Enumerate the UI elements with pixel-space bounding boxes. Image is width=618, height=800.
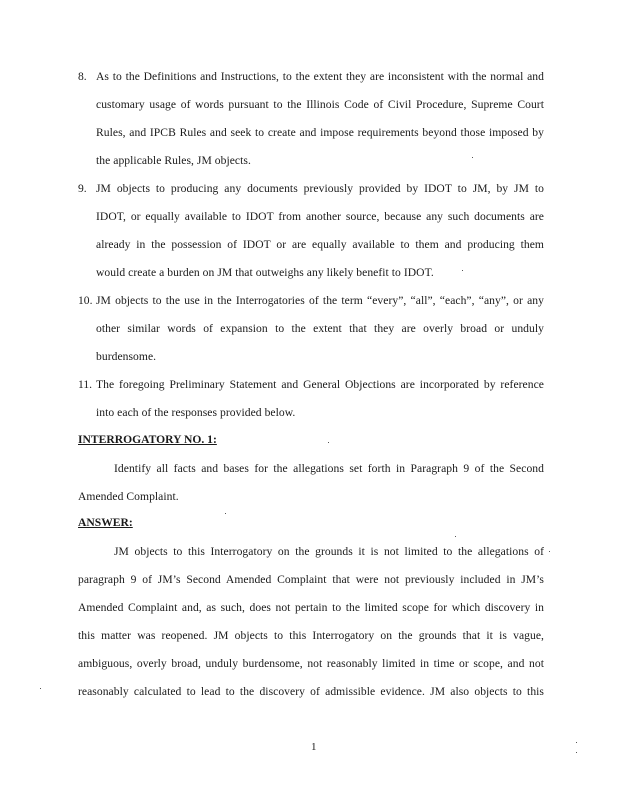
- scan-speck: [225, 513, 226, 514]
- scan-speck: [576, 742, 577, 743]
- scan-speck: [455, 536, 456, 537]
- objection-11-number: 11.: [78, 378, 93, 391]
- objection-9-line-2: IDOT, or equally available to IDOT from another source, because any such documents are: [96, 210, 544, 223]
- interrogatory-line-1: Identify all facts and bases for the allegations set forth in Paragraph 9 of the Second: [114, 462, 544, 475]
- scan-speck: [462, 270, 463, 271]
- objection-10-number: 10.: [78, 294, 93, 307]
- answer-line-3: Amended Complaint and, as such, does not pertain to the limited scope for which discovery in: [78, 601, 544, 614]
- objection-11-line-1: The foregoing Preliminary Statement and General Objections are incorporated by reference: [96, 378, 544, 391]
- objection-10-line-3: burdensome.: [96, 350, 157, 363]
- objection-9-line-4: would create a burden on JM that outweighs any likely benefit to IDOT.: [96, 266, 434, 279]
- answer-line-1: JM objects to this Interrogatory on the grounds it is not limited to the allegations of: [114, 545, 544, 558]
- interrogatory-heading: INTERROGATORY NO. 1:: [78, 433, 217, 446]
- objection-10-line-1: JM objects to the use in the Interrogatories of the term “every”, “all”, “each”, “any”, or any: [96, 294, 544, 307]
- objection-8-number: 8.: [78, 70, 87, 83]
- interrogatory-line-2: Amended Complaint.: [78, 490, 179, 503]
- objection-8-line-1: As to the Definitions and Instructions, to the extent they are inconsistent with the normal and: [96, 70, 544, 83]
- answer-line-2: paragraph 9 of JM’s Second Amended Complaint that were not previously included in JM’s: [78, 573, 544, 586]
- answer-line-6: reasonably calculated to lead to the discovery of admissible evidence. JM also objects to this: [78, 685, 544, 698]
- scan-speck: [328, 442, 329, 443]
- scan-speck: [576, 752, 577, 753]
- objection-9-line-3: already in the possession of IDOT or are equally available to them and producing them: [96, 238, 544, 251]
- answer-heading: ANSWER:: [78, 516, 133, 529]
- objection-8-line-3: Rules, and IPCB Rules and seek to create and impose requirements beyond those imposed by: [96, 126, 544, 139]
- objection-10-line-2: other similar words of expansion to the extent that they are overly broad or unduly: [96, 322, 544, 335]
- objection-8-line-2: customary usage of words pursuant to the Illinois Code of Civil Procedure, Supreme Court: [96, 98, 544, 111]
- objection-9-line-1: JM objects to producing any documents previously provided by IDOT to JM, by JM to: [96, 182, 544, 195]
- objection-9-number: 9.: [78, 182, 87, 195]
- answer-line-5: ambiguous, overly broad, unduly burdensome, not reasonably limited in time or scope, and not: [78, 657, 544, 670]
- answer-line-4: this matter was reopened. JM objects to this Interrogatory on the grounds that it is vague,: [78, 629, 544, 642]
- scan-speck: [472, 157, 473, 158]
- page-number: 1: [311, 741, 317, 753]
- scan-speck: [40, 688, 41, 689]
- objection-11-line-2: into each of the responses provided below.: [96, 406, 296, 419]
- scan-speck: [549, 551, 550, 552]
- objection-8-line-4: the applicable Rules, JM objects.: [96, 154, 251, 167]
